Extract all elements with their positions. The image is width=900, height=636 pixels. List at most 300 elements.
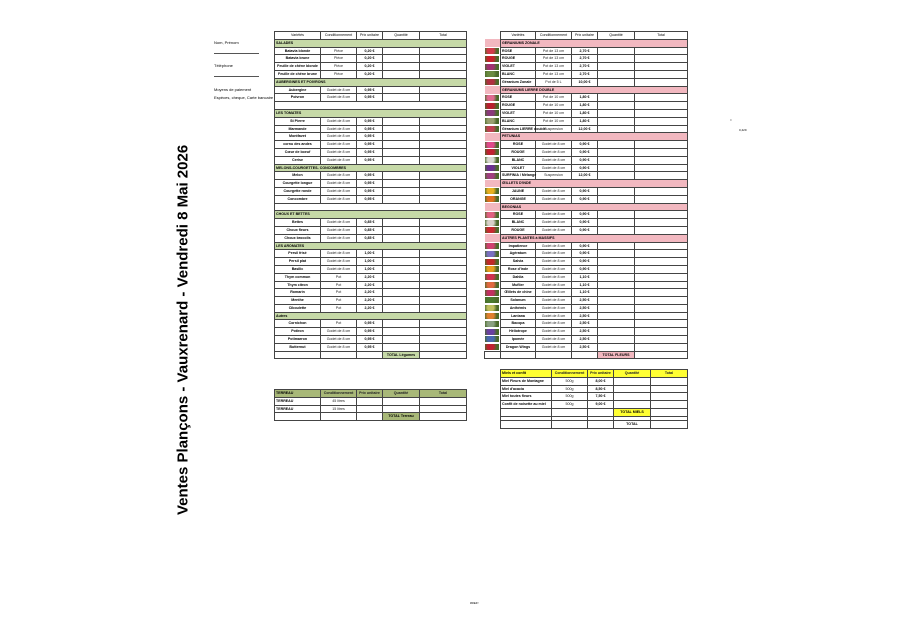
total-cell [635,219,688,227]
section-title: ŒILLETS D'INDE [501,180,688,188]
flower-thumbnail [485,70,501,78]
side-mark-equals: = [730,118,732,122]
flower-thumbnail [485,211,501,219]
packaging: Pièce [321,47,357,55]
quantity-cell[interactable] [383,397,420,405]
header-conditionnement: Conditionnement [536,32,572,40]
unit-price: 0,95 € [357,117,383,125]
quantity-cell[interactable] [598,94,635,102]
quantity-cell[interactable] [383,273,420,281]
total-cell [420,156,467,164]
name-label: Nom, Prénom [214,40,239,45]
unit-price: 8,00 € [588,377,614,385]
packaging: Godet de 8 cm [536,258,572,266]
packaging: Godet de 8 cm [536,148,572,156]
packaging: Suspension [536,172,572,180]
packaging: Godet de 8 cm [536,320,572,328]
total-cell [635,289,688,297]
table-row [275,47,467,55]
unit-price: 1,80 € [572,94,598,102]
packaging: Godet de 8 cm [536,219,572,227]
table-row [485,55,688,63]
section-row [485,180,688,188]
total-cell [635,109,688,117]
unit-price: 8,50 € [588,385,614,393]
total-cell [420,289,467,297]
variety-name: BLANC [501,156,536,164]
flower-photo-icon [485,126,499,132]
flower-thumbnail [485,55,501,63]
packaging: Godet de 8 cm [321,336,357,344]
table-row [275,289,467,297]
total-miels-row [501,408,688,416]
total-legumes-label: TOTAL Légumes [383,351,420,359]
packaging: Pot [321,297,357,305]
flower-photo-icon [485,290,499,296]
table-row [275,117,467,125]
total-cell [420,397,467,405]
unit-price: 1,10 € [572,281,598,289]
variety-name: Thym commun [275,273,321,281]
table-row [275,70,467,78]
section-row [275,242,467,250]
table-row [275,148,467,156]
quantity-cell[interactable] [383,297,420,305]
variety-name: ROSE [501,211,536,219]
table-row [485,109,688,117]
phone-line[interactable] [214,76,259,77]
quantity-cell[interactable] [383,86,420,94]
flower-photo-icon [485,165,499,171]
unit-price: 0,95 € [357,86,383,94]
unit-price: 2,20 € [357,304,383,312]
total-terreau-label: TOTAL Terreau [383,413,420,421]
total-legumes-value [420,351,467,359]
quantity-cell[interactable] [598,102,635,110]
blank-cell [275,102,467,110]
flower-photo-icon [485,274,499,280]
quantity-cell[interactable] [598,343,635,351]
quantity-cell[interactable] [598,219,635,227]
packaging: Godet de 8 cm [536,336,572,344]
flower-thumbnail [485,250,501,258]
table-row [275,265,467,273]
flower-photo-icon [485,305,499,311]
total-cell [420,125,467,133]
flower-photo-icon [485,282,499,288]
packaging: Godet de 8 cm [321,328,357,336]
packaging: Pièce [321,70,357,78]
footer-ref: #REF! [470,601,479,605]
unit-price: 2,70 € [572,70,598,78]
flower-photo-icon [485,212,499,218]
packaging: Pot [321,289,357,297]
quantity-cell[interactable] [598,164,635,172]
table-row [485,156,688,164]
table-row [275,226,467,234]
flower-photo-icon [485,118,499,124]
packaging: Godet de 8 cm [536,195,572,203]
quantity-cell[interactable] [598,63,635,71]
empty-cell [275,413,321,421]
total-cell [651,385,688,393]
quantity-cell[interactable] [598,258,635,266]
thumb-empty [485,86,501,94]
quantity-cell[interactable] [614,385,651,393]
total-cell [420,234,467,242]
thumb-empty [485,133,501,141]
quantity-cell[interactable] [383,47,420,55]
terreau-price [357,397,383,405]
unit-price: 2,50 € [572,343,598,351]
unit-price: 2,50 € [572,336,598,344]
section-row [485,234,688,242]
miel-name: Miel toutes fleurs [501,393,552,401]
quantity-cell[interactable] [598,156,635,164]
unit-price: 0,20 € [357,47,383,55]
packaging: Godet de 8 cm [321,343,357,351]
unit-price: 7,50 € [588,393,614,401]
header-thumb [485,32,501,40]
flower-thumbnail [485,320,501,328]
total-cell [420,258,467,266]
quantity-cell[interactable] [598,78,635,86]
quantity-cell[interactable] [383,141,420,149]
table-row [485,117,688,125]
packaging: Godet de 8 cm [321,94,357,102]
quantity-cell[interactable] [383,125,420,133]
table-row [485,336,688,344]
variety-name: ROSE [501,141,536,149]
empty-cell [357,351,383,359]
total-cell [651,401,688,409]
unit-price: 1,00 € [357,265,383,273]
flower-photo-icon [485,188,499,194]
total-cell [635,250,688,258]
header-conditionnement: Conditionnement [321,32,357,40]
table-row [485,281,688,289]
quantity-cell[interactable] [598,273,635,281]
quantity-cell[interactable] [598,125,635,133]
packaging: Godet de 8 cm [321,226,357,234]
quantity-cell[interactable] [383,320,420,328]
packaging: 500g [552,393,588,401]
quantity-cell[interactable] [383,281,420,289]
quantity-cell[interactable] [598,47,635,55]
table-row [275,219,467,227]
table-row [275,304,467,312]
table-row [275,336,467,344]
terreau-header-row [275,390,467,398]
quantity-cell[interactable] [598,242,635,250]
total-cell [420,180,467,188]
variety-name: Potiron [275,328,321,336]
variety-name: Bacopa [501,320,536,328]
total-cell [420,343,467,351]
variety-name: Salvia [501,258,536,266]
quantity-cell[interactable] [383,187,420,195]
quantity-cell[interactable] [383,328,420,336]
quantity-cell[interactable] [383,289,420,297]
table-row [485,219,688,227]
table-row [275,125,467,133]
quantity-cell[interactable] [598,312,635,320]
unit-price: 0,20 € [357,55,383,63]
quantity-cell[interactable] [598,117,635,125]
packaging: 500g [552,385,588,393]
empty-cell [357,413,383,421]
packaging: Suspension [536,125,572,133]
quantity-cell[interactable] [383,148,420,156]
variety-name: St Pierre [275,117,321,125]
variety-name: Rose d'inde [501,265,536,273]
variety-name: Ipomée [501,336,536,344]
packaging: Godet de 8 cm [536,312,572,320]
section-row [485,39,688,47]
quantity-cell[interactable] [598,328,635,336]
packaging: Godet de 8 cm [536,187,572,195]
total-legumes-row [275,351,467,359]
flower-thumbnail [485,47,501,55]
quantity-cell[interactable] [383,117,420,125]
variety-name: Potimarron [275,336,321,344]
table-row [485,312,688,320]
quantity-cell[interactable] [383,219,420,227]
total-cell [420,250,467,258]
quantity-cell[interactable] [598,195,635,203]
total-cell [635,336,688,344]
quantity-cell[interactable] [598,109,635,117]
packaging: Godet de 8 cm [536,250,572,258]
total-fleurs-value [635,351,688,359]
flower-photo-icon [485,336,499,342]
table-row [485,258,688,266]
variety-name: Butternut [275,343,321,351]
unit-price: 2,20 € [357,281,383,289]
variety-name: Cornichon [275,320,321,328]
total-cell [420,148,467,156]
unit-price: 0,90 € [572,156,598,164]
packaging: Godet de 8 cm [536,328,572,336]
quantity-cell[interactable] [598,172,635,180]
miel-name: Miel d'acacia [501,385,552,393]
unit-price: 2,70 € [572,63,598,71]
table-row [485,250,688,258]
blank-row [275,102,467,110]
packaging: Godet de 8 cm [321,172,357,180]
quantity-cell[interactable] [383,258,420,266]
terreau-row [275,405,467,413]
total-cell [635,70,688,78]
flower-photo-icon [485,220,499,226]
total-cell [420,94,467,102]
quantity-cell[interactable] [383,156,420,164]
quantity-cell[interactable] [614,377,651,385]
phone-label: Téléphone [214,63,233,68]
quantity-cell[interactable] [598,141,635,149]
table-row [485,47,688,55]
table-row [485,265,688,273]
quantity-cell[interactable] [598,70,635,78]
variety-name: Courgette longue [275,180,321,188]
table-row [485,148,688,156]
section-title: AUTRES PLANTES à MASSIFS [501,234,688,242]
quantity-cell[interactable] [383,133,420,141]
flower-thumbnail [485,172,501,180]
unit-price: 0,90 € [572,242,598,250]
quantity-cell[interactable] [598,250,635,258]
total-cell [420,273,467,281]
flower-thumbnail [485,328,501,336]
variety-name: Anthémis [501,304,536,312]
quantity-cell[interactable] [598,148,635,156]
unit-price: 2,70 € [572,55,598,63]
table-row [485,63,688,71]
table-row [485,211,688,219]
quantity-cell[interactable] [383,55,420,63]
flower-photo-icon [485,251,499,257]
name-line[interactable] [214,53,259,54]
unit-price: 2,50 € [572,328,598,336]
variety-name: Géranium Zonale [501,78,536,86]
table-row [485,226,688,234]
quantity-cell[interactable] [383,250,420,258]
thumb-empty [485,39,501,47]
quantity-cell[interactable] [598,297,635,305]
terreau-row [275,397,467,405]
packaging: Pièce [321,55,357,63]
empty-cell [321,413,357,421]
empty-cell [420,413,467,421]
table-row [485,172,688,180]
packaging: Godet de 8 cm [536,141,572,149]
total-miels-label: TOTAL MIELS [614,408,651,416]
packaging: Godet de 8 cm [321,156,357,164]
unit-price: 12,00 € [572,172,598,180]
table-row [485,242,688,250]
grand-total-row [501,420,688,428]
quantity-cell[interactable] [383,304,420,312]
section-title: MELONS-COURGETTES- CONCOMBRES [275,164,467,172]
unit-price: 0,95 € [357,141,383,149]
miel-name: Miel Fleurs de Montagne [501,377,552,385]
table-row [485,94,688,102]
quantity-cell[interactable] [614,393,651,401]
table-row [275,86,467,94]
quantity-cell[interactable] [598,320,635,328]
quantity-cell[interactable] [383,336,420,344]
unit-price: 0,85 € [357,219,383,227]
unit-price: 1,00 € [357,250,383,258]
empty-cell [501,420,552,428]
quantity-cell[interactable] [383,70,420,78]
quantity-cell[interactable] [383,234,420,242]
terreau-table [274,389,467,421]
unit-price: 1,10 € [572,289,598,297]
total-cell [635,55,688,63]
section-title: BEGONIAS [501,203,688,211]
terreau-header: Conditionnement [321,390,357,398]
variety-name: ORANGE [501,195,536,203]
quantity-cell[interactable] [383,63,420,71]
quantity-cell[interactable] [598,187,635,195]
quantity-cell[interactable] [598,289,635,297]
total-cell [635,242,688,250]
packaging: Godet de 8 cm [536,265,572,273]
packaging: Godet de 8 cm [321,265,357,273]
total-cell [635,141,688,149]
table-row [485,273,688,281]
flower-photo-icon [485,71,499,77]
quantity-cell[interactable] [598,281,635,289]
flower-photo-icon [485,56,499,62]
flower-photo-icon [485,79,499,85]
section-row [275,39,467,47]
flower-photo-icon [485,297,499,303]
total-cell [420,172,467,180]
unit-price: 0,95 € [357,94,383,102]
unit-price: 2,20 € [357,289,383,297]
quantity-cell[interactable] [598,55,635,63]
table-row [485,304,688,312]
quantity-cell[interactable] [598,304,635,312]
quantity-cell[interactable] [383,405,420,413]
table-row [485,141,688,149]
quantity-cell[interactable] [383,180,420,188]
variety-name: Batavia blonde [275,47,321,55]
table-row [485,187,688,195]
table-row [485,289,688,297]
empty-cell [552,420,588,428]
quantity-cell[interactable] [598,226,635,234]
unit-price: 0,90 € [572,148,598,156]
packaging: Godet de 8 cm [321,195,357,203]
flower-thumbnail [485,148,501,156]
miel-row [501,385,688,393]
flower-thumbnail [485,63,501,71]
page-title: Ventes Plançons - Vauxrenard - Vendredi 8 Mai 2026 [174,144,192,515]
packaging: Pot de 10 cm [536,102,572,110]
quantity-cell[interactable] [383,226,420,234]
quantity-cell[interactable] [614,401,651,409]
quantity-cell[interactable] [383,265,420,273]
unit-price: 0,95 € [357,172,383,180]
packaging: Godet de 8 cm [536,273,572,281]
quantity-cell[interactable] [383,195,420,203]
quantity-cell[interactable] [598,265,635,273]
packaging: 500g [552,377,588,385]
total-cell [635,226,688,234]
section-title: CHOUX ET BETTES [275,211,467,219]
quantity-cell[interactable] [383,94,420,102]
variety-name: ROUGE [501,226,536,234]
grand-total-label: TOTAL [614,420,651,428]
packaging: Godet de 8 cm [536,304,572,312]
flower-thumbnail [485,281,501,289]
total-terreau-row [275,413,467,421]
quantity-cell[interactable] [383,172,420,180]
packaging: Godet de 8 cm [536,164,572,172]
quantity-cell[interactable] [598,211,635,219]
total-cell [635,172,688,180]
variety-name: ROSE [501,47,536,55]
quantity-cell[interactable] [598,336,635,344]
quantity-cell[interactable] [383,343,420,351]
empty-cell [572,351,598,359]
packaging: Pot [321,304,357,312]
packaging: Godet de 8 cm [536,156,572,164]
variety-name: ROUGE [501,55,536,63]
